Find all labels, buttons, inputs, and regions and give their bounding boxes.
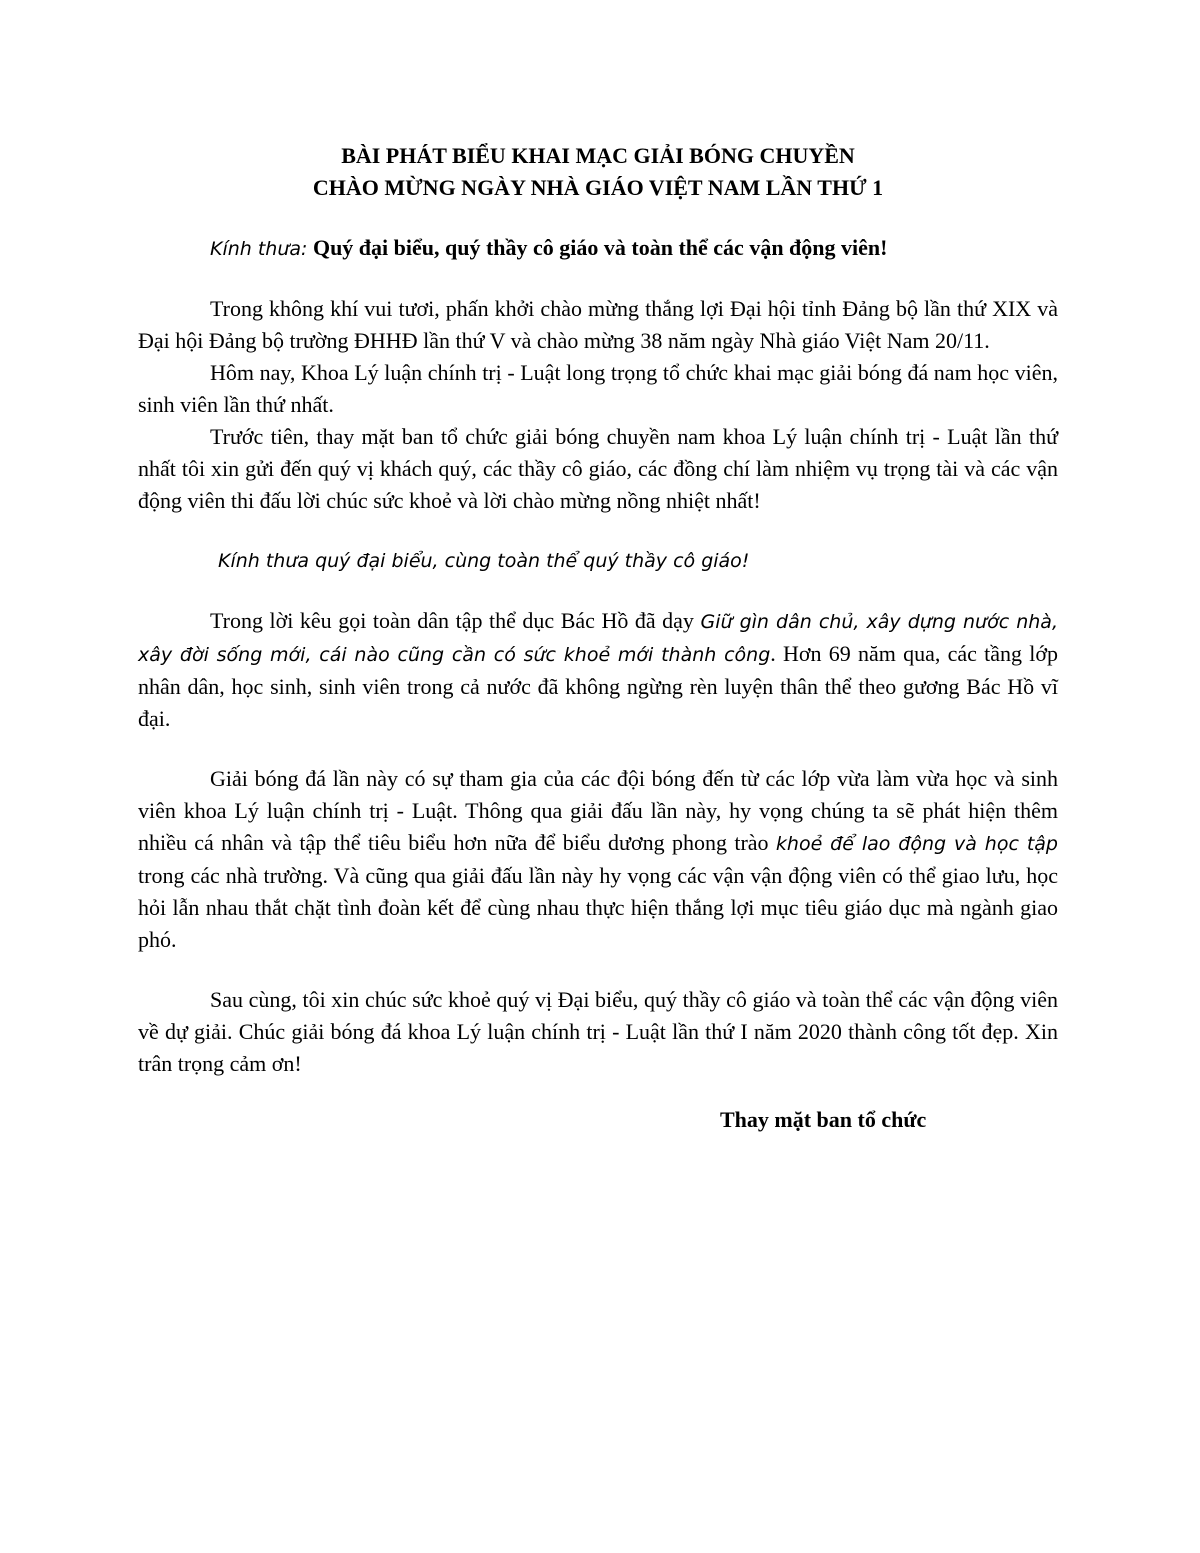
document-title — [138, 140, 1058, 204]
paragraph-today: Hôm nay, Khoa Lý luận chính trị - Luật long trọng tổ chức khai mạc giải bóng đá nam học viên, sinh viên lần thứ nhất. — [138, 360, 1058, 417]
p5-pre: Giải bóng đá lần này có sự tham gia của các đội bóng đến từ các lớp vừa làm vừa học và sinh viên khoa Lý luận chính trị - Luật. Thông qua giải đấu lần này, hy vọng chúng ta sẽ phát hiện thêm nhiều cá nhân và tập thể tiêu biểu hơn nữa để biểu dương phong trào — [138, 766, 1058, 855]
greeting-lead: Kính thưa: — [210, 238, 308, 260]
p4-pre: Trong lời kêu gọi toàn dân tập thể dục Bác Hồ đã dạy — [210, 608, 701, 633]
paragraph-closing: Sau cùng, tôi xin chúc sức khoẻ quý vị Đại biểu, quý thầy cô giáo và toàn thể các vận động viên về dự giải. Chúc giải bóng đá khoa Lý luận chính trị - Luật lần thứ I năm 2020 thành công tốt đẹp. Xin trân trọng cảm ơn! — [138, 987, 1058, 1076]
title-line-2: CHÀO MỪNG NGÀY NHÀ GIÁO VIỆT NAM LẦN THỨ 1 — [312, 175, 884, 200]
greeting-text: Quý đại biểu, quý thầy cô giáo và toàn thể các vận động viên! — [312, 235, 888, 260]
document-body — [138, 140, 1058, 1136]
p5-post: trong các nhà trường. Và cũng qua giải đấu lần này hy vọng các vận vận động viên có thể giao lưu, học hỏi lẫn nhau thắt chặt tình đoàn kết để cùng nhau thực hiện thắng lợi mục tiêu giáo dục mà ngành giao phó. — [138, 863, 1058, 952]
p5-quote: khoẻ để lao động và học tập — [775, 833, 1058, 855]
title-line-1: BÀI PHÁT BIỂU KHAI MẠC GIẢI BÓNG CHUYỀN — [341, 143, 855, 168]
greeting — [138, 232, 1058, 265]
second-address: Kính thưa quý đại biểu, cùng toàn thể quý thầy cô giáo! — [218, 550, 750, 572]
signature: Thay mặt ban tổ chức — [720, 1107, 927, 1132]
paragraph-opening: Trong không khí vui tươi, phấn khởi chào mừng thắng lợi Đại hội tỉnh Đảng bộ lần thứ XIX và Đại hội Đảng bộ trường ĐHHĐ lần thứ V và chào mừng 38 năm ngày Nhà giáo Việt Nam 20/11. — [138, 296, 1058, 353]
paragraph-uncle-ho — [138, 605, 1058, 735]
p4-quote: Giữ gìn dân chủ, xây dựng nước nhà, xây đời sống mới, cái nào cũng cần có sức khoẻ mới thành công — [138, 611, 1058, 666]
paragraph-tournament — [138, 763, 1058, 956]
paragraph-welcome: Trước tiên, thay mặt ban tổ chức giải bóng chuyền nam khoa Lý luận chính trị - Luật lần thứ nhất tôi xin gửi đến quý vị khách quý, các thầy cô giáo, các đồng chí làm nhiệm vụ trọng tài và các vận động viên thi đấu lời chúc sức khoẻ và lời chào mừng nồng nhiệt nhất! — [138, 424, 1058, 513]
p4-post: . Hơn 69 năm qua, các tầng lớp nhân dân, học sinh, sinh viên trong cả nước đã không ngừng rèn luyện thân thể theo gương Bác Hồ vĩ đại. — [138, 641, 1058, 731]
